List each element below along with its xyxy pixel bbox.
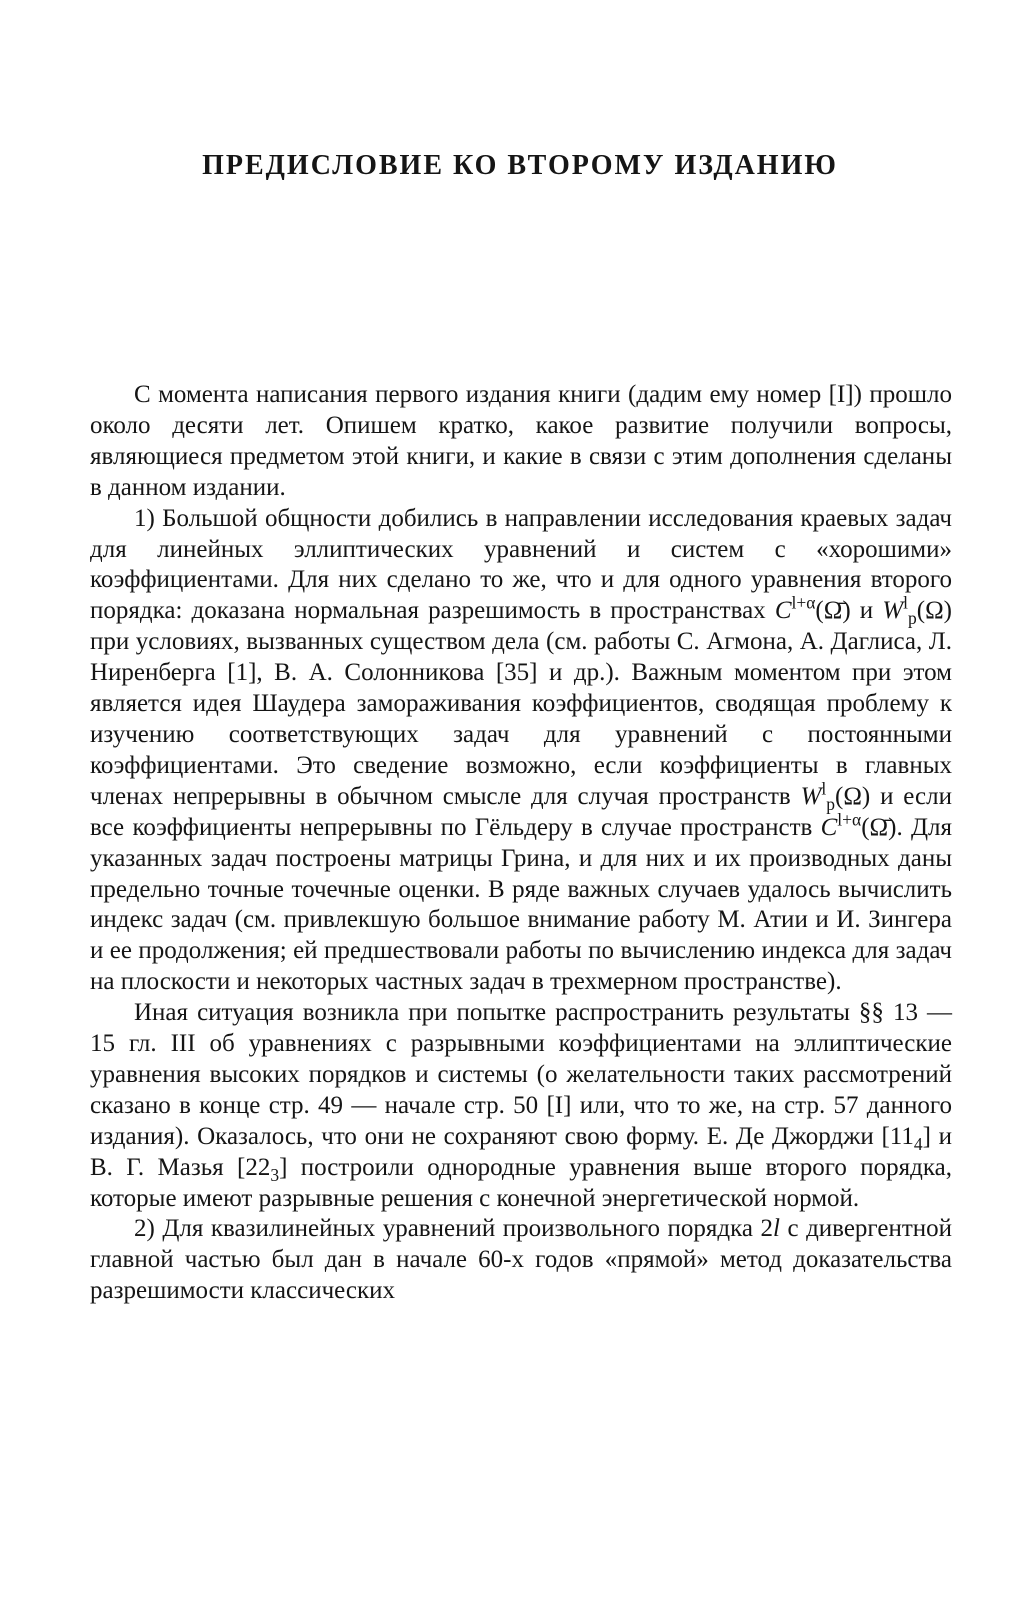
text-segment: . Для указанных задач построены матрицы Грина, и для них и их производных даны предельно точные точечные оценки. В ряде важных случаев удалось вычислить индекс задач (см. привлекшую большое внимание работу М. Атии и И. Зингера и ее продолжения; ей предшествовали работы по вычислению индекса для задач на плоскости и некоторых частных задач в трехмерном пространстве).	[90, 813, 953, 996]
formula-holder-space	[820, 809, 897, 841]
text-segment: ] построили однородные уравнения выше второго порядка, которые имеют разрывные решения с конечной энергетической нормой.	[90, 1153, 952, 1212]
formula-argument: (Ω)	[916, 597, 952, 625]
citation-subscript: 3	[270, 1164, 280, 1185]
text-segment: 2) Для квазилинейных уравнений произвольного порядка 2	[134, 1215, 774, 1243]
text-conjunction: и	[850, 597, 883, 625]
text-segment: с дивергентной главной частью был дан в начале 60-х годов «прямой» метод доказательства разрешимости классических	[90, 1215, 952, 1305]
citation-subscript: 4	[913, 1133, 923, 1154]
formula-letter: W	[882, 597, 904, 625]
formula-superscript: l+α	[837, 809, 862, 830]
formula-sobolev-space	[800, 778, 871, 814]
formula-superscript: l	[821, 778, 827, 799]
formula-superscript: l	[903, 593, 909, 614]
preface-text	[90, 380, 952, 1307]
formula-letter: l	[773, 1215, 780, 1243]
paragraph-discontinuous-coefficients	[90, 998, 952, 1214]
paragraph-intro: С момента написания первого издания книги (дадим ему номер [I]) прошло около десяти лет. Опишем кратко, какое развитие получили вопросы, являющиеся предметом этой книги, и какие в связи с этим дополнения сделаны в данном издании.	[90, 381, 952, 501]
formula-letter: C	[774, 597, 792, 625]
text-segment: 1) Большой общности добились в направлении исследования краевых задач для линейных эллиптических уравнений и систем с «хорошими» коэффициентами. Для них сделано то же, что и для одного уравнения второго порядка: доказана нормальная разрешимость в пространствах	[90, 504, 952, 625]
formula-holder-space	[774, 593, 851, 625]
formula-subscript: p	[908, 608, 917, 629]
formula-letter: C	[820, 813, 838, 841]
formula-subscript: p	[826, 793, 836, 814]
formula-superscript: l+α	[791, 593, 816, 614]
formula-argument: (Ω)	[835, 782, 871, 810]
text-segment: и если все коэффициенты непрерывны по Гёльдеру в случае пространств	[90, 782, 952, 841]
paragraph-linear-problems	[90, 504, 952, 999]
text-segment: ] и В. Г. Мазья [22	[90, 1122, 952, 1181]
formula-sobolev-space	[882, 593, 952, 629]
formula-argument: (Ω̄)	[815, 597, 851, 625]
formula-letter: W	[800, 782, 822, 810]
paragraph-quasilinear	[90, 1214, 952, 1307]
page-title: ПРЕДИСЛОВИЕ КО ВТОРОМУ ИЗДАНИЮ	[202, 150, 838, 181]
text-segment: при условиях, вызванных существом дела (см. работы С. Агмона, А. Даглиса, Л. Ниренберга [1], В. А. Солонникова [35] и др.). Важным моментом при этом является идея Шаудера замораживания коэффициентов, сводящая проблему к изучению соответствующих задач для уравнений с постоянными коэффициентами. Это сведение возможно, если коэффициенты в главных членах непрерывны в обычном смысле для случая пространств	[90, 628, 952, 810]
text-segment: Иная ситуация возникла при попытке распространить результаты §§ 13 — 15 гл. III об уравнениях с разрывными коэффициентами на эллиптические уравнения высоких порядков и системы (о желательности таких рассмотрений сказано в конце стр. 49 — начале стр. 50 [I] или, что то же, на стр. 57 данного издания). Оказалось, что они не сохраняют свою форму. Е. Де Джорджи [11	[90, 999, 952, 1150]
formula-argument: (Ω̄)	[861, 813, 897, 841]
